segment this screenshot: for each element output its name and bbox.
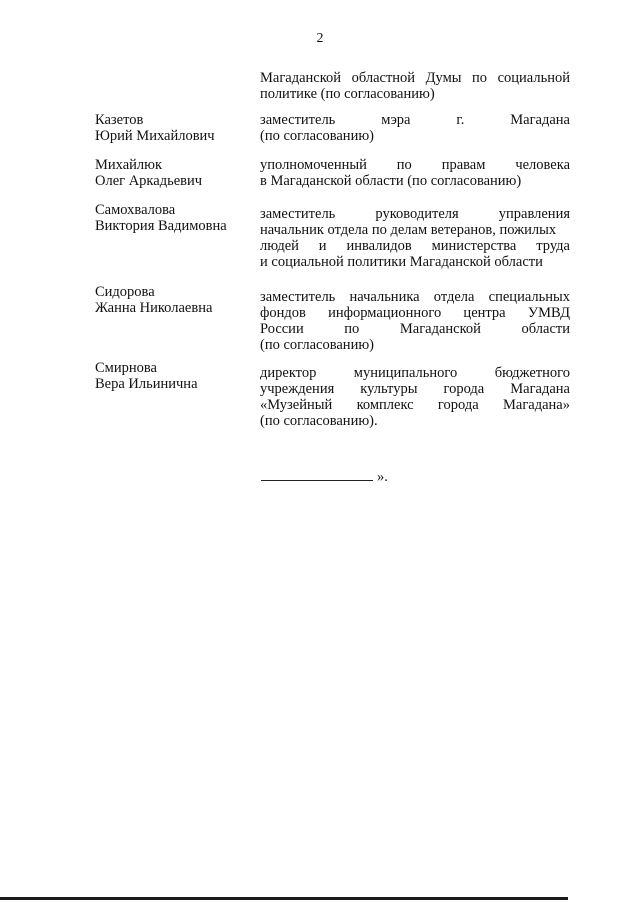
position-line: заместитель руководителя управления	[260, 206, 570, 222]
member-given-names: Вера Ильинична	[95, 376, 198, 392]
member-position	[260, 206, 570, 270]
position-line: (по согласованию)	[260, 337, 374, 353]
closing-rule	[261, 480, 373, 481]
position-line: фондов информационного центра УМВД	[260, 305, 570, 321]
position-line: заместитель мэра г. Магадана	[260, 112, 570, 128]
position-line: в Магаданской области (по согласованию)	[260, 173, 522, 189]
member-name	[95, 112, 255, 144]
member-given-names: Виктория Вадимовна	[95, 218, 227, 234]
position-line: начальник отдела по делам ветеранов, пожилых	[260, 222, 557, 238]
member-surname: Смирнова	[95, 360, 157, 376]
member-name	[95, 360, 255, 392]
member-given-names: Олег Аркадьевич	[95, 173, 203, 189]
page-number: 2	[316, 31, 324, 46]
position-line: заместитель начальника отдела специальных	[260, 289, 570, 305]
position-line: Магаданской областной Думы по социальной	[260, 70, 570, 86]
position-line: людей и инвалидов министерства труда	[260, 238, 570, 254]
member-position	[260, 157, 570, 189]
position-line: (по согласованию)	[260, 128, 374, 144]
closing-mark: ».	[377, 469, 388, 485]
member-surname: Казетов	[95, 112, 144, 128]
member-position	[260, 289, 570, 353]
member-surname: Самохвалова	[95, 202, 176, 218]
position-line: и социальной политики Магаданской области	[260, 254, 543, 270]
closing-line	[261, 469, 388, 485]
member-surname: Сидорова	[95, 284, 155, 300]
member-name	[95, 284, 255, 316]
position-line: уполномоченный по правам человека	[260, 157, 570, 173]
position-line: учреждения культуры города Магадана	[260, 381, 570, 397]
member-name	[95, 202, 255, 234]
continuation-position	[260, 70, 570, 102]
position-line: политике (по согласованию)	[260, 86, 435, 102]
position-line: директор муниципального бюджетного	[260, 365, 570, 381]
member-position	[260, 112, 570, 144]
position-line: «Музейный комплекс города Магадана»	[260, 397, 570, 413]
position-line: (по согласованию).	[260, 413, 378, 429]
member-given-names: Юрий Михайлович	[95, 128, 215, 144]
member-position	[260, 365, 570, 429]
member-given-names: Жанна Николаевна	[95, 300, 213, 316]
member-surname: Михайлюк	[95, 157, 163, 173]
position-line: России по Магаданской области	[260, 321, 570, 337]
scan-edge	[0, 897, 568, 900]
member-name	[95, 157, 255, 189]
